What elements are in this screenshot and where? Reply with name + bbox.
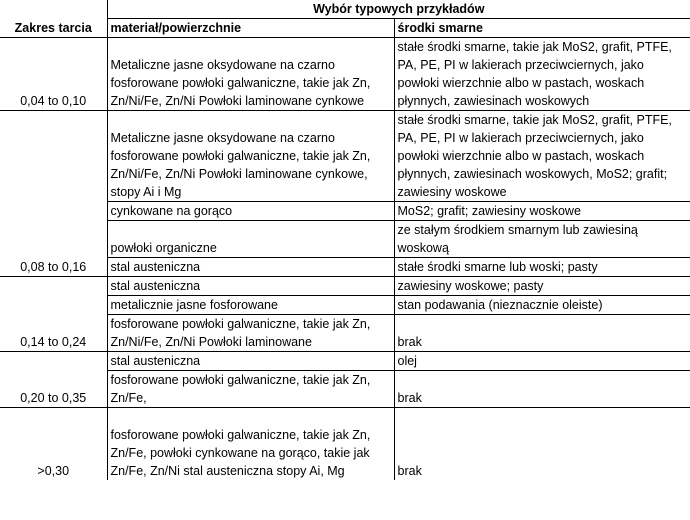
header-zakres-tarcia: Zakres tarcia: [0, 0, 107, 38]
material-cell: Metaliczne jasne oksydowane na czarno fosforowane powłoki galwaniczne, takie jak Zn, Zn/Ni/Fe, Zn/Ni Powłoki laminowane cynkowe: [107, 38, 394, 111]
table-row: [0, 111, 690, 202]
lubricant-cell: brak: [394, 315, 690, 352]
header-lubricant: środki smarne: [394, 19, 690, 38]
lubricant-cell: olej: [394, 352, 690, 371]
table-row: [0, 352, 690, 371]
material-cell: stal austeniczna: [107, 277, 394, 296]
table-row: [0, 38, 690, 111]
lubricant-cell: stałe środki smarne, takie jak MoS2, grafit, PTFE, PA, PE, PI w lakierach przeciwciernych, jako powłoki wierzchnie albo w pastach, woskach płynnych, zawiesinach woskowych: [394, 38, 690, 111]
material-cell: fosforowane powłoki galwaniczne, takie jak Zn, Zn/Ni/Fe, Zn/Ni Powłoki laminowane: [107, 315, 394, 352]
header-row-top: [0, 0, 690, 19]
material-cell: stal austeniczna: [107, 258, 394, 277]
material-cell: powłoki organiczne: [107, 221, 394, 258]
lubricant-cell: zawiesiny woskowe; pasty: [394, 277, 690, 296]
range-cell: 0,20 to 0,35: [0, 352, 107, 408]
lubricant-cell: brak: [394, 371, 690, 408]
range-cell: 0,14 to 0,24: [0, 277, 107, 352]
material-cell: stal austeniczna: [107, 352, 394, 371]
material-cell: fosforowane powłoki galwaniczne, takie jak Zn, Zn/Fe,: [107, 371, 394, 408]
range-cell: >0,30: [0, 408, 107, 481]
material-cell: fosforowane powłoki galwaniczne, takie jak Zn, Zn/Fe, powłoki cynkowane na gorąco, takie jak Zn/Fe, Zn/Ni stal austeniczna stopy Ai, Mg: [107, 408, 394, 481]
header-material: materiał/powierzchnie: [107, 19, 394, 38]
lubricant-cell: stałe środki smarne lub woski; pasty: [394, 258, 690, 277]
lubricant-cell: stałe środki smarne, takie jak MoS2, grafit, PTFE, PA, PE, PI w lakierach przeciwciernych, jako powłoki wierzchnie albo w pastach, woskach płynnych, zawiesinach woskowych, MoS2; grafit; zawiesiny woskowe: [394, 111, 690, 202]
material-cell: metalicznie jasne fosforowane: [107, 296, 394, 315]
material-cell: Metaliczne jasne oksydowane na czarno fosforowane powłoki galwaniczne, takie jak Zn, Zn/Ni/Fe, Zn/Ni Powłoki laminowane cynkowe, stopy Ai i Mg: [107, 111, 394, 202]
lubricant-cell: brak: [394, 408, 690, 481]
lubricant-cell: MoS2; grafit; zawiesiny woskowe: [394, 202, 690, 221]
range-cell: 0,08 to 0,16: [0, 111, 107, 277]
material-cell: cynkowane na gorąco: [107, 202, 394, 221]
table-row: [0, 277, 690, 296]
lubricant-cell: ze stałym środkiem smarnym lub zawiesiną woskową: [394, 221, 690, 258]
lubricant-cell: stan podawania (nieznacznie oleiste): [394, 296, 690, 315]
range-cell: 0,04 to 0,10: [0, 38, 107, 111]
table-row: [0, 408, 690, 481]
header-examples: Wybór typowych przykładów: [107, 0, 690, 19]
